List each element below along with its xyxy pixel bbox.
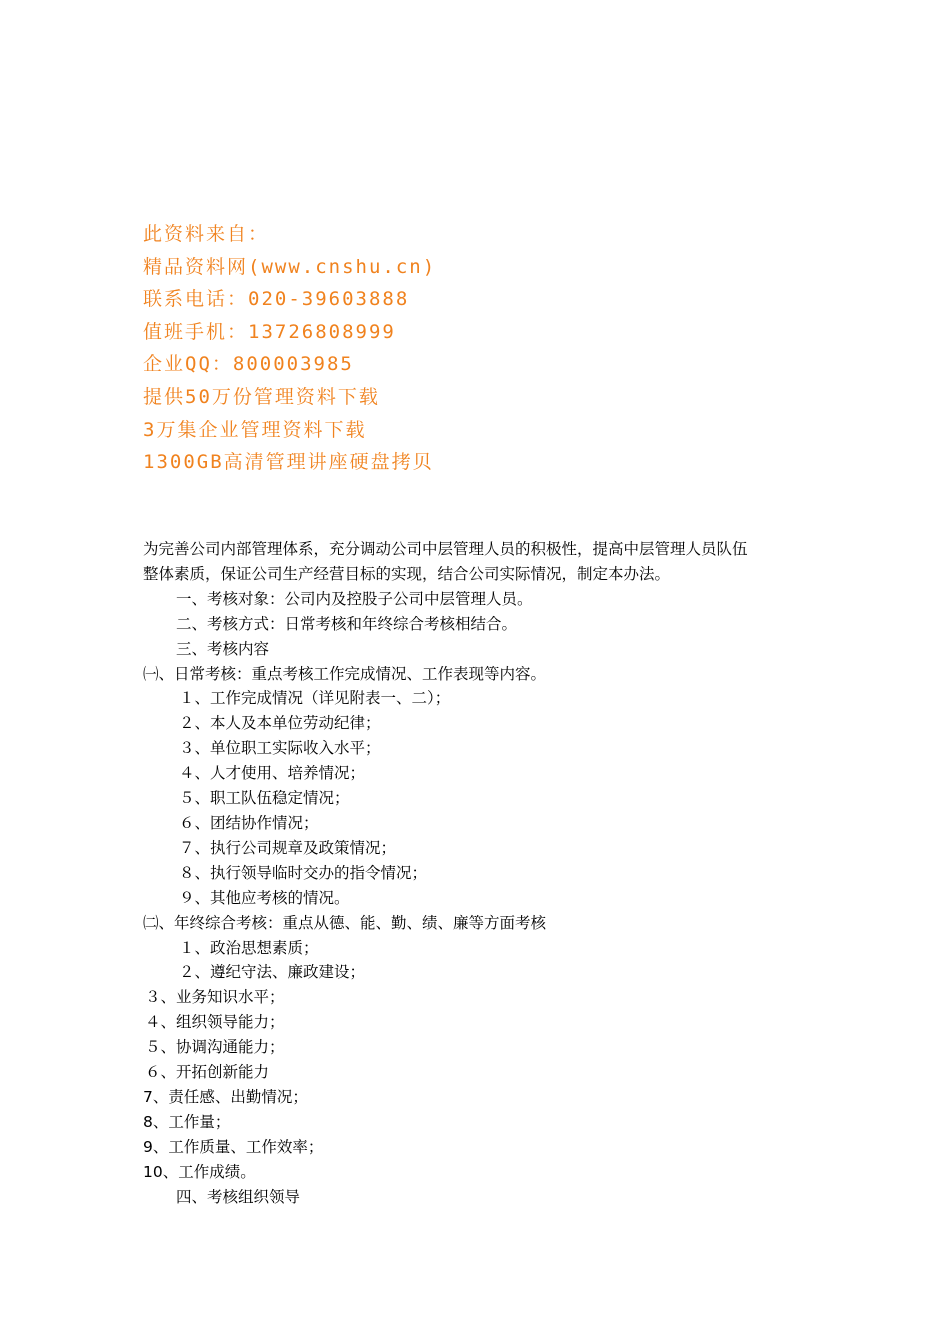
document-body <box>143 537 823 1209</box>
list-item: 10、工作成绩。 <box>143 1162 256 1181</box>
list-item: ９、其他应考核的情况。 <box>179 888 350 907</box>
list-item: ２、遵纪守法、廉政建设； <box>179 963 366 982</box>
section-heading: 一、考核对象：公司内及控股子公司中层管理人员。 <box>176 589 533 608</box>
list-item: 7、责任感、出勤情况； <box>143 1087 308 1106</box>
section-heading: 四、考核组织领导 <box>176 1187 301 1206</box>
list-item: ２、本人及本单位劳动纪律； <box>179 714 381 733</box>
intro-paragraph-line: 为完善公司内部管理体系，充分调动公司中层管理人员的积极性，提高中层管理人员队伍 <box>143 540 748 558</box>
list-item: 8、工作量； <box>143 1112 231 1131</box>
list-item: ６、团结协作情况； <box>179 813 319 832</box>
subsection-heading: ㈠、日常考核：重点考核工作完成情况、工作表现等内容。 <box>143 664 547 683</box>
source-info-block <box>143 218 843 479</box>
list-item: １、政治思想素质； <box>179 938 319 957</box>
subsection-heading: ㈡、年终综合考核：重点从德、能、勤、绩、廉等方面考核 <box>143 913 547 932</box>
list-item: ３、业务知识水平； <box>145 988 285 1007</box>
list-item: ７、执行公司规章及政策情况； <box>179 838 397 857</box>
list-item: ５、职工队伍稳定情况； <box>179 789 350 808</box>
list-item: ８、执行领导临时交办的指令情况； <box>179 863 428 882</box>
list-item: ３、单位职工实际收入水平； <box>179 739 381 758</box>
source-info-line: 提供50万份管理资料下载 <box>143 385 380 408</box>
section-heading: 二、考核方式：日常考核和年终综合考核相结合。 <box>176 614 518 633</box>
section-heading: 三、考核内容 <box>176 639 270 658</box>
source-info-line: 企业QQ：800003985 <box>143 353 354 376</box>
source-info-line: 3万集企业管理资料下载 <box>143 418 367 441</box>
source-info-line: 1300GB高清管理讲座硬盘拷贝 <box>143 451 434 474</box>
list-item: 9、工作质量、工作效率； <box>143 1137 324 1156</box>
list-item: ５、协调沟通能力； <box>145 1038 285 1057</box>
intro-paragraph-line: 整体素质，保证公司生产经营目标的实现，结合公司实际情况，制定本办法。 <box>143 564 671 583</box>
list-item: ４、人才使用、培养情况； <box>179 764 366 783</box>
source-info-line: 值班手机：13726808999 <box>143 320 396 343</box>
source-info-line: 此资料来自： <box>143 223 270 245</box>
source-info-line: 精品资料网(www.cnshu.cn) <box>143 255 437 278</box>
source-info-line: 联系电话：020-39603888 <box>143 288 410 311</box>
list-item: ４、组织领导能力； <box>145 1013 285 1032</box>
list-item: ６、开拓创新能力 <box>145 1063 270 1082</box>
list-item: １、工作完成情况（详见附表一、二）； <box>179 689 451 708</box>
